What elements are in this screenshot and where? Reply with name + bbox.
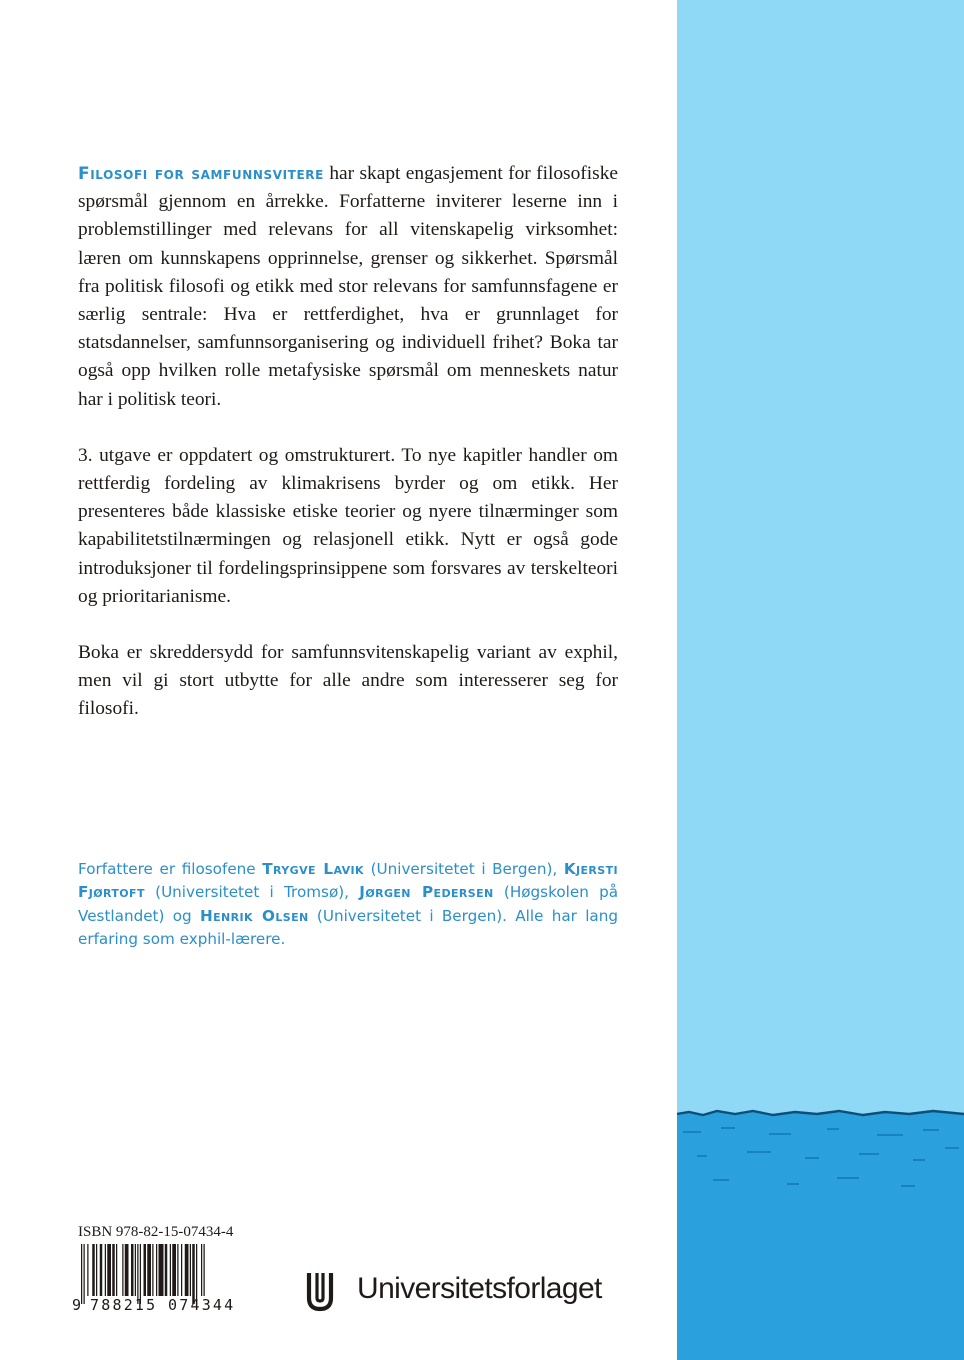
barcode-bar [181,1244,182,1296]
barcode-bar [116,1244,117,1296]
author-affiliation: (Universitetet i Bergen), [370,860,558,878]
barcode-bar [105,1244,106,1296]
decorative-blue-strip [677,0,964,1360]
author-affiliation: (Universitetet i Bergen). [316,906,507,925]
author-affiliation: (Høgskolen på Vestlandet) og [78,883,619,925]
barcode-digits [72,1296,242,1316]
blurb-paragraph-1-text: har skapt engasjement for filosofiske spørsmål gjennom en årrekke. Forfatterne inviterer leserne inn i problemstillinger med relevans for all vitenskapelig virksomhet: læren om kunnskapens opprinnelse, grenser og sikkerhet. Spørsmål fra politisk filosofi og etikk med stor relevans for samfunnsfagene er særlig sentrale: Hva er rettferdighet, hva er grunnlaget for statsdannelser, samfunnsorganisering og individuell frihet? Boka tar også opp hvilken rolle metafysiske spørsmål om menneskets natur har i politisk teori. [78,163,618,410]
barcode-bar [87,1244,88,1296]
barcode-bar [144,1244,147,1296]
barcode-bar [196,1244,197,1304]
barcode-bar [190,1244,191,1296]
authors-outro: Alle har lang erfaring som exphil-lærere. [78,906,618,949]
barcode-bar [122,1244,123,1296]
book-title: Filosofi for samfunnsvitere [78,164,324,184]
sea-horizon-icon [677,1098,964,1360]
barcode-bar [112,1244,115,1296]
barcode-first-digit: 9 [72,1296,82,1314]
author-affiliation: (Universitetet i Tromsø), [155,883,350,902]
barcode-bar [204,1244,205,1296]
author-name: Trygve Lavik [262,860,364,878]
blurb-paragraph-2: 3. utgave er oppdatert og omstrukturert. To nye kapitler handler om rettferdig fordeling av klimakrisens byrder og om etikk. Her presenteres både klassiske etiske teorier og nyere tilnærminger som kapabilitetstilnærmingen og relasjonell etikk. Nytt er også gode introduksjoner til fordelingsprinsippene som forsvares av terskelteori og prioritarianisme. [78,444,618,607]
barcode-bar [152,1244,153,1296]
barcode-bar [156,1244,157,1296]
barcode-bar [147,1244,151,1296]
barcode-bars-icon [81,1244,239,1304]
author-name: Kjersti Fjørtoft [78,860,619,902]
blurb-text [78,160,618,752]
authors-intro: Forfattere er filosofene [78,860,256,878]
barcode-bar [172,1244,176,1296]
barcode-bar [185,1244,189,1296]
barcode-bar [92,1244,95,1296]
barcode-bar [125,1244,129,1296]
barcode-bar [177,1244,178,1296]
barcode-bar [140,1244,141,1304]
barcode-bar [165,1244,168,1296]
barcode-bar [81,1244,82,1304]
blurb-paragraph-1 [78,160,618,414]
author-name: Henrik Olsen [199,906,309,925]
publisher-name: Universitetsforlaget [357,1272,602,1305]
barcode [72,1244,242,1316]
barcode-bar [84,1244,85,1304]
publisher-logo [303,1268,623,1318]
barcode-bar [96,1244,97,1296]
isbn-label: ISBN 978-82-15-07434-4 [78,1224,234,1240]
barcode-bar [135,1244,136,1296]
u-logo-icon [303,1270,337,1314]
barcode-bar [192,1244,195,1304]
barcode-left-group: 788215 [90,1296,158,1314]
barcode-bar [159,1244,164,1296]
barcode-bar [170,1244,171,1296]
author-name: Jørgen Pedersen [359,883,494,902]
barcode-bar [201,1244,202,1296]
barcode-bar [137,1244,138,1304]
barcode-bar [100,1244,103,1296]
author-info [78,858,618,952]
barcode-bar [107,1244,111,1296]
blurb-paragraph-3: Boka er skreddersydd for samfunnsvitenskapelig variant av exphil, men vil gi stort utbytte for alle andre som interesserer seg for filosofi. [78,642,618,720]
barcode-right-group: 074344 [168,1296,236,1314]
barcode-bar [131,1244,134,1296]
